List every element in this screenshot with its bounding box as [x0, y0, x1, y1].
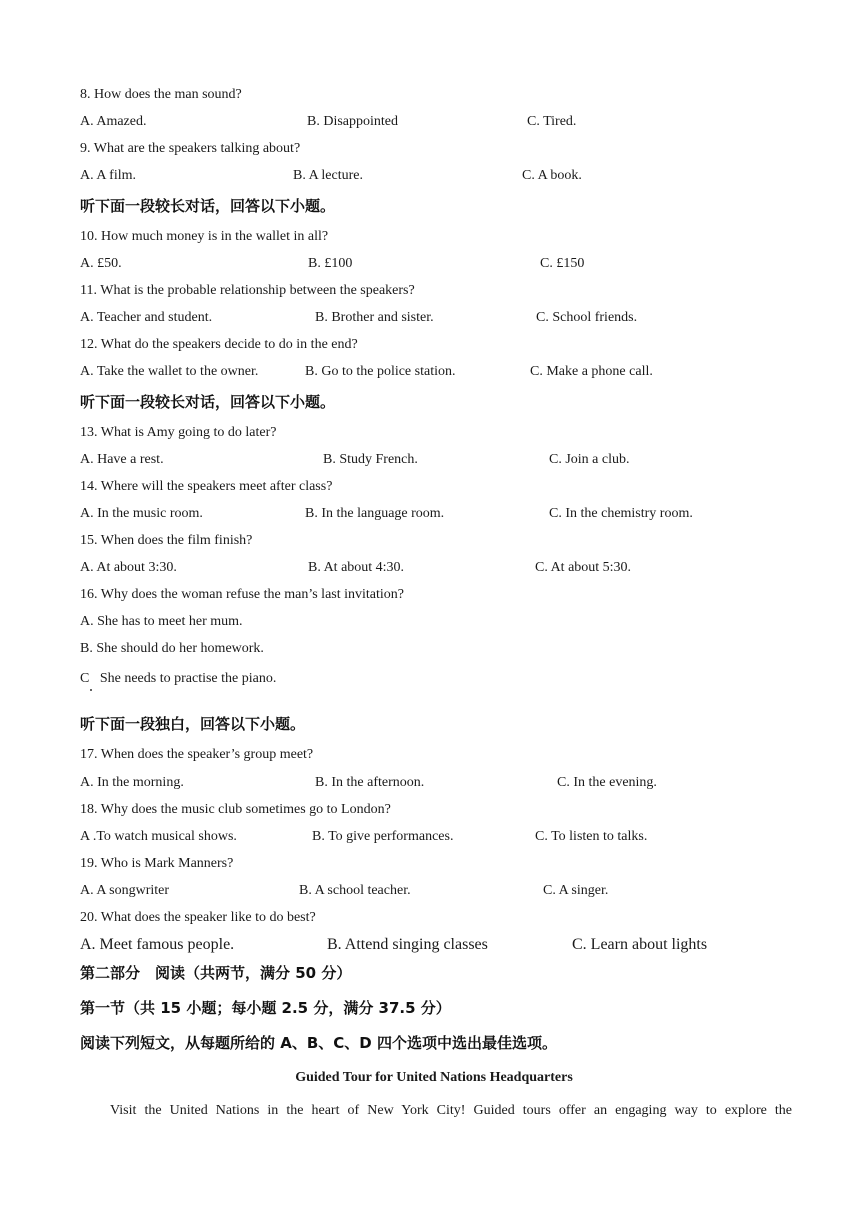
section-heading-long-dialogue-2: 听下面一段较长对话，回答以下小题。 — [80, 393, 336, 411]
question-11: 11. What is the probable relationship between the speakers? — [80, 283, 415, 298]
question-14: 14. Where will the speakers meet after class? — [80, 479, 333, 494]
question-8-option-b: B. Disappointed — [307, 114, 398, 129]
question-9-option-c: C. A book. — [522, 168, 582, 183]
question-9-option-a: A. A film. — [80, 168, 137, 183]
question-9-option-b: B. A lecture. — [293, 168, 363, 183]
question-13-option-a: A. Have a rest. — [80, 452, 164, 467]
question-18-option-a: A .To watch musical shows. — [80, 829, 237, 844]
question-12: 12. What do the speakers decide to do in the end? — [80, 337, 358, 352]
section-one-heading: 第一节（共 15 小题；每小题 2.5 分，满分 37.5 分） — [80, 999, 451, 1017]
question-18: 18. Why does the music club sometimes go to London? — [80, 802, 391, 817]
question-16-option-c: C She needs to practise the piano. — [80, 671, 277, 686]
question-20-option-b: B. Attend singing classes — [327, 936, 488, 953]
question-14-option-a: A. In the music room. — [80, 506, 203, 521]
question-11-option-b: B. Brother and sister. — [315, 310, 434, 325]
passage-first-line: Visit the United Nations in the heart of New York City! Guided tours offer an engaging way to explore the — [110, 1103, 792, 1118]
question-12-option-a: A. Take the wallet to the owner. — [80, 364, 259, 379]
question-15-option-c: C. At about 5:30. — [535, 560, 632, 575]
question-14-option-c: C. In the chemistry room. — [549, 506, 693, 521]
question-10-option-c: C. £150 — [540, 256, 585, 271]
question-20-option-a: A. Meet famous people. — [80, 936, 235, 953]
question-19: 19. Who is Mark Manners? — [80, 856, 234, 871]
question-10: 10. How much money is in the wallet in all? — [80, 229, 329, 244]
question-8: 8. How does the man sound? — [80, 87, 242, 102]
question-18-option-c: C. To listen to talks. — [535, 829, 648, 844]
question-13-option-b: B. Study French. — [323, 452, 418, 467]
question-12-option-c: C. Make a phone call. — [530, 364, 653, 379]
question-15-option-a: A. At about 3:30. — [80, 560, 177, 575]
reading-instruction: 阅读下列短文，从每题所给的 A、B、C、D 四个选项中选出最佳选项。 — [80, 1034, 557, 1052]
question-17-option-b: B. In the afternoon. — [315, 775, 425, 790]
question-20: 20. What does the speaker like to do best? — [80, 910, 316, 925]
question-16-option-a: A. She has to meet her mum. — [80, 614, 243, 629]
question-12-option-b: B. Go to the police station. — [305, 364, 456, 379]
stray-dot — [90, 689, 92, 691]
question-19-option-b: B. A school teacher. — [299, 883, 411, 898]
question-11-option-a: A. Teacher and student. — [80, 310, 213, 325]
question-13-option-c: C. Join a club. — [549, 452, 630, 467]
question-19-option-a: A. A songwriter — [80, 883, 170, 898]
question-20-option-c: C. Learn about lights — [572, 936, 708, 953]
question-14-option-b: B. In the language room. — [305, 506, 445, 521]
question-17: 17. When does the speaker’s group meet? — [80, 747, 314, 762]
question-17-option-c: C. In the evening. — [557, 775, 657, 790]
section-heading-monologue: 听下面一段独白，回答以下小题。 — [80, 715, 306, 733]
question-18-option-b: B. To give performances. — [312, 829, 454, 844]
question-16: 16. Why does the woman refuse the man’s last invitation? — [80, 587, 405, 602]
question-9: 9. What are the speakers talking about? — [80, 141, 301, 156]
question-17-option-a: A. In the morning. — [80, 775, 184, 790]
question-13: 13. What is Amy going to do later? — [80, 425, 277, 440]
question-15: 15. When does the film finish? — [80, 533, 253, 548]
question-10-option-a: A. £50. — [80, 256, 122, 271]
question-16-option-b: B. She should do her homework. — [80, 641, 264, 656]
passage-title: Guided Tour for United Nations Headquarters — [295, 1070, 573, 1085]
question-19-option-c: C. A singer. — [543, 883, 609, 898]
question-8-option-c: C. Tired. — [527, 114, 577, 129]
question-11-option-c: C. School friends. — [536, 310, 638, 325]
question-8-option-a: A. Amazed. — [80, 114, 147, 129]
question-10-option-b: B. £100 — [308, 256, 353, 271]
part-two-heading: 第二部分 阅读（共两节，满分 50 分） — [80, 964, 352, 982]
question-15-option-b: B. At about 4:30. — [308, 560, 405, 575]
section-heading-long-dialogue: 听下面一段较长对话，回答以下小题。 — [80, 197, 336, 215]
